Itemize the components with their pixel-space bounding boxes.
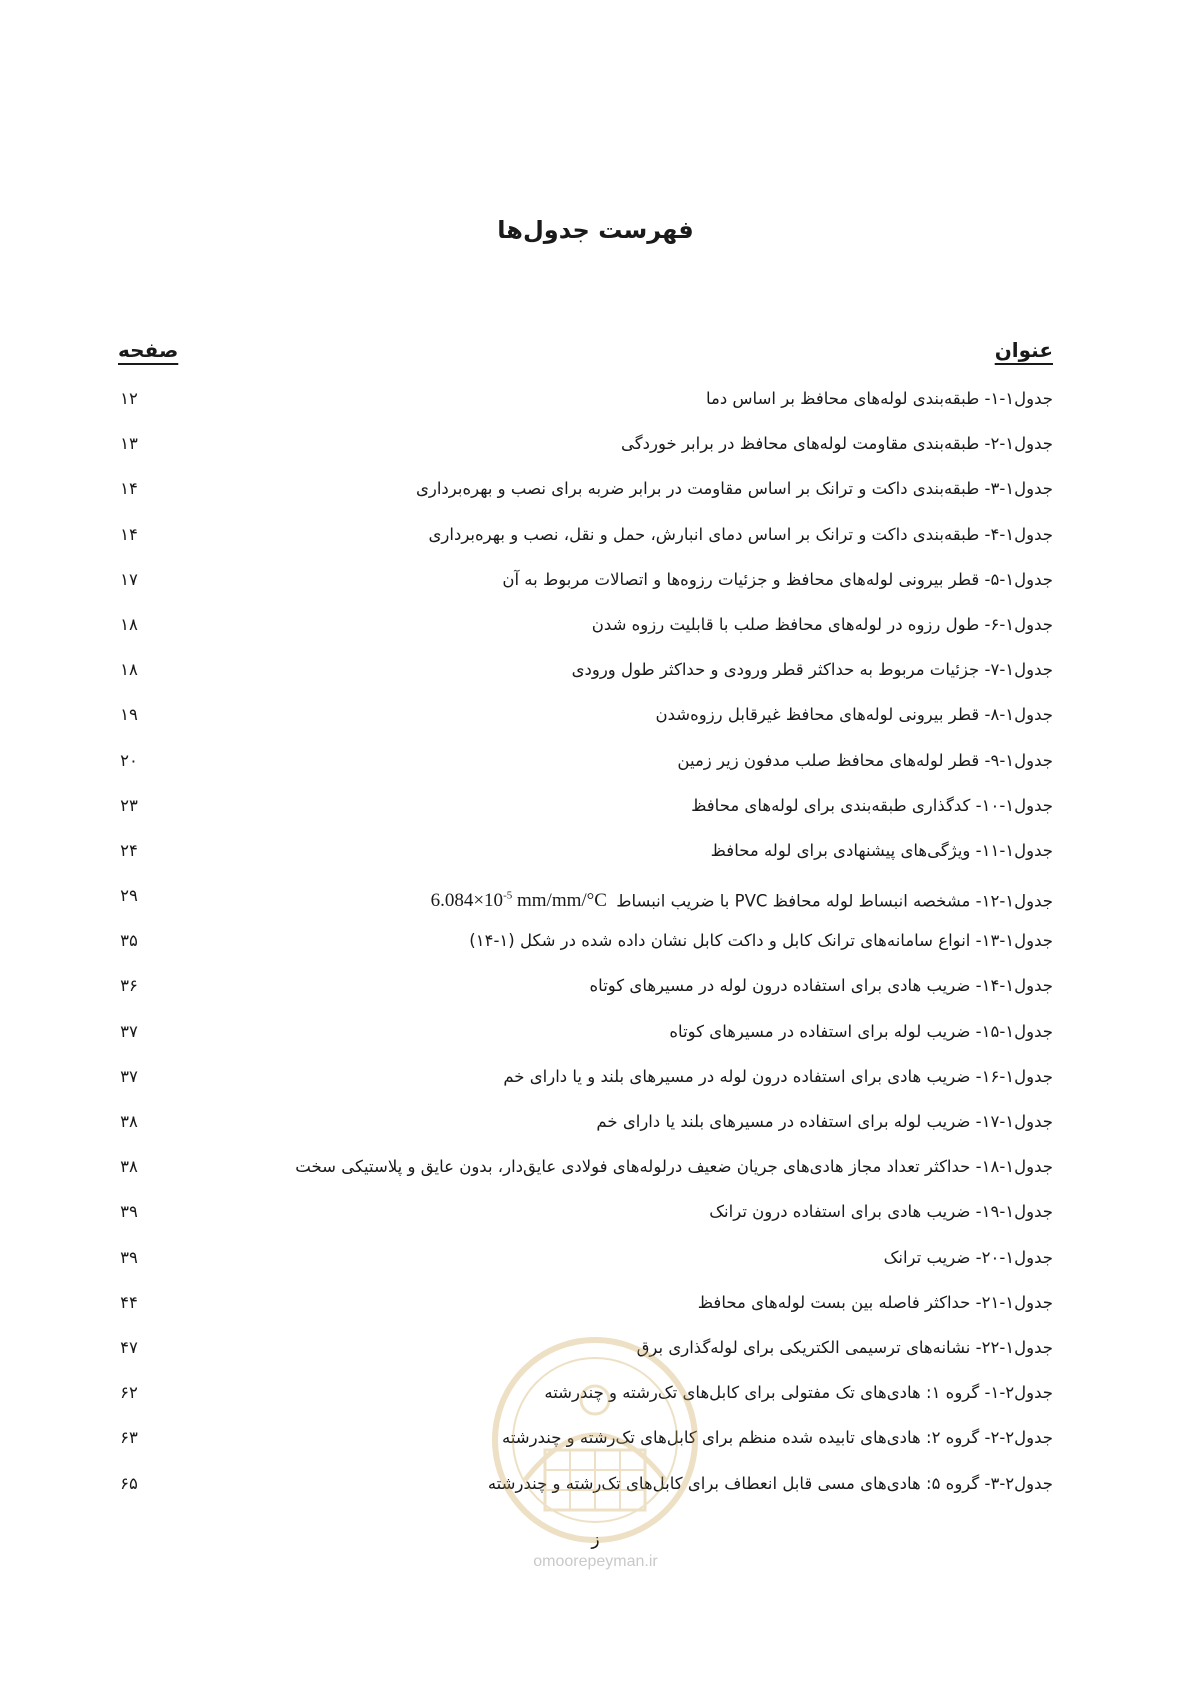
toc-entry-title (711, 837, 1053, 865)
toc-entry-text: جدول۱-۲- طبقه‌بندی مقاومت لوله‌های محافظ در برابر خوردگی (621, 434, 1053, 454)
toc-entry-page: ۳۵ (120, 931, 138, 951)
toc-entry-title (621, 430, 1053, 458)
toc-row (0, 475, 1191, 520)
toc-entry-page: ۱۸ (120, 614, 138, 634)
toc-row (0, 1334, 1191, 1379)
toc-entry-title (488, 1470, 1053, 1498)
toc-entry-text: جدول۱-۱۰- کدگذاری طبقه‌بندی برای لوله‌های محافظ (691, 795, 1053, 815)
toc-row (0, 927, 1191, 972)
toc-entry-page: ۳۹ (120, 1202, 138, 1222)
toc-row (0, 747, 1191, 792)
toc-entry-title (691, 792, 1053, 820)
toc-row (0, 1153, 1191, 1198)
toc-entry-title (544, 1379, 1053, 1407)
toc-entry-title (656, 701, 1054, 729)
toc-entry-page: ۱۳ (120, 434, 138, 454)
toc-entry-page: ۳۸ (120, 1157, 138, 1177)
toc-entry-text: جدول۱-۹- قطر لوله‌های محافظ صلب مدفون زیر زمین (677, 750, 1053, 770)
toc-entry-title (637, 1334, 1053, 1362)
toc-entry-text: جدول۱-۲۲- نشانه‌های ترسیمی الکتریکی برای لوله‌گذاری برق (636, 1337, 1053, 1357)
toc-entry-page: ۴۷ (120, 1337, 138, 1357)
toc-row (0, 792, 1191, 837)
toc-entry-text: جدول۱-۴- طبقه‌بندی داکت و ترانک بر اساس دمای انبارش، حمل و نقل، نصب و بهره‌برداری (428, 524, 1053, 544)
toc-entry-title (469, 927, 1053, 955)
formula-unit: mm/mm/°C (512, 890, 607, 912)
toc-entry-page: ۶۵ (120, 1473, 138, 1493)
toc-entry-text: جدول۱-۷- جزئیات مربوط به حداکثر قطر ورودی و حداکثر طول ورودی (571, 660, 1053, 680)
toc-entry-text: جدول۱-۱۵- ضریب لوله برای استفاده در مسیرهای کوتاه (669, 1021, 1053, 1041)
toc-entry-text: جدول۱-۱۹- ضریب هادی برای استفاده درون ترانک (709, 1202, 1053, 1222)
toc-entry-page: ۱۸ (120, 660, 138, 680)
toc-row (0, 972, 1191, 1017)
toc-entry-text: جدول۲-۲- گروه ۲: هادی‌های تابیده شده منظم برای کابل‌های تک‌رشته و چندرشته (501, 1428, 1053, 1448)
toc-entry-page: ۱۴ (120, 479, 138, 499)
toc-row (0, 1379, 1191, 1424)
watermark-url: omoorepeyman.ir (533, 1553, 658, 1570)
table-of-tables-list (0, 385, 1191, 1515)
page-number-letter: ز (591, 1530, 600, 1550)
toc-entry-text: جدول۱-۱- طبقه‌بندی لوله‌های محافظ بر اساس دما (705, 389, 1053, 408)
toc-entry-text: جدول۱-۱۲- مشخصه انبساط لوله محافظ PVC با ضریب انبساط (616, 891, 1053, 911)
toc-entry-page: ۲۳ (120, 795, 138, 815)
toc-entry-page: ۳۷ (120, 1021, 138, 1041)
toc-entry-page: ۴۴ (120, 1292, 138, 1312)
formula-base: 6.084×10 (430, 890, 504, 912)
toc-row (0, 1018, 1191, 1063)
toc-entry-title (590, 972, 1053, 1000)
toc-entry-title (677, 747, 1053, 775)
toc-entry-text: جدول۱-۲۱- حداکثر فاصله بین بست لوله‌های محافظ (697, 1292, 1053, 1312)
toc-row (0, 611, 1191, 656)
toc-row (0, 701, 1191, 746)
toc-entry-page: ۲۰ (120, 750, 138, 770)
toc-entry-text: جدول۱-۳- طبقه‌بندی داکت و ترانک بر اساس مقاومت در برابر ضربه برای نصب و بهره‌برداری (415, 479, 1053, 499)
toc-entry-page: ۱۷ (120, 569, 138, 589)
toc-entry-page: ۶۲ (120, 1383, 138, 1403)
toc-entry-title (596, 1108, 1053, 1136)
toc-row (0, 1063, 1191, 1108)
toc-entry-text: جدول۲-۱- گروه ۱: هادی‌های تک مفتولی برای کابل‌های تک‌رشته و چندرشته (544, 1383, 1053, 1403)
toc-entry-title (502, 566, 1053, 594)
toc-row (0, 521, 1191, 566)
toc-row (0, 1244, 1191, 1289)
toc-row (0, 430, 1191, 475)
toc-row (0, 1198, 1191, 1243)
formula-exponent: -5 (503, 890, 513, 903)
toc-row (0, 882, 1191, 927)
toc-entry-title (431, 882, 1053, 915)
toc-entry-title (698, 1289, 1053, 1317)
toc-row (0, 566, 1191, 611)
toc-entry-title (592, 611, 1053, 639)
toc-entry-text: جدول۱-۸- قطر بیرونی لوله‌های محافظ غیرقابل رزوه‌شدن (655, 705, 1053, 725)
toc-entry-page: ۳۶ (120, 976, 138, 996)
toc-entry-page: ۱۹ (120, 705, 138, 725)
toc-entry-title (502, 1424, 1053, 1452)
toc-row (0, 837, 1191, 882)
toc-entry-formula (431, 890, 607, 911)
toc-entry-text: جدول۱-۱۳- انواع سامانه‌های ترانک کابل و داکت کابل نشان داده شده در شکل (۱-۱۴) (469, 931, 1053, 951)
toc-row (0, 656, 1191, 701)
toc-entry-title (706, 385, 1053, 413)
toc-entry-title (503, 1063, 1053, 1091)
toc-entry-text: جدول۱-۱۸- حداکثر تعداد مجاز هادی‌های جریان ضعیف درلوله‌های فولادی عایق‌دار، بدون عایق و پلاستیکی سخت (295, 1157, 1053, 1177)
toc-row (0, 1108, 1191, 1153)
toc-entry-text: جدول۲-۳- گروه ۵: هادی‌های مسی قابل انعطاف برای کابل‌های تک‌رشته و چندرشته (487, 1473, 1053, 1493)
toc-entry-page: ۱۲ (120, 389, 138, 408)
toc-entry-page: ۶۳ (120, 1428, 138, 1448)
toc-entry-text: جدول۱-۱۶- ضریب هادی برای استفاده درون لوله در مسیرهای بلند و یا دارای خم (503, 1066, 1053, 1086)
toc-entry-page: ۲۴ (120, 840, 138, 860)
toc-entry-text: جدول۱-۶- طول رزوه در لوله‌های محافظ صلب با قابلیت رزوه شدن (591, 614, 1053, 634)
toc-entry-title (572, 656, 1053, 684)
toc-entry-title (709, 1198, 1053, 1226)
page-title: فهرست جدول‌ها (497, 216, 694, 244)
toc-entry-page: ۳۸ (120, 1112, 138, 1131)
toc-entry-text: جدول۱-۵- قطر بیرونی لوله‌های محافظ و جزئیات رزوه‌ها و اتصالات مربوط به آن (502, 569, 1053, 589)
toc-entry-text: جدول۱-۱۴- ضریب هادی برای استفاده درون لوله در مسیرهای کوتاه (589, 976, 1053, 996)
toc-entry-title (669, 1018, 1053, 1046)
toc-entry-text: جدول۱-۲۰- ضریب ترانک (883, 1247, 1053, 1267)
column-header-page: صفحه (118, 338, 179, 362)
toc-entry-title (295, 1153, 1053, 1181)
toc-entry-text: جدول۱-۱۷- ضریب لوله برای استفاده در مسیرهای بلند یا دارای خم (596, 1112, 1053, 1131)
toc-entry-page: ۳۷ (120, 1066, 138, 1086)
toc-row (0, 1424, 1191, 1469)
toc-entry-page: ۳۹ (120, 1247, 138, 1267)
toc-entry-text: جدول۱-۱۱- ویژگی‌های پیشنهادی برای لوله محافظ (710, 840, 1053, 860)
toc-entry-title (884, 1244, 1053, 1272)
toc-row (0, 385, 1191, 430)
toc-row (0, 1289, 1191, 1334)
toc-row (0, 1470, 1191, 1515)
toc-entry-title (429, 521, 1054, 549)
toc-entry-title (416, 475, 1053, 503)
toc-entry-page: ۱۴ (120, 524, 138, 544)
toc-entry-page: ۲۹ (120, 886, 138, 906)
column-header-title: عنوان (994, 338, 1053, 362)
